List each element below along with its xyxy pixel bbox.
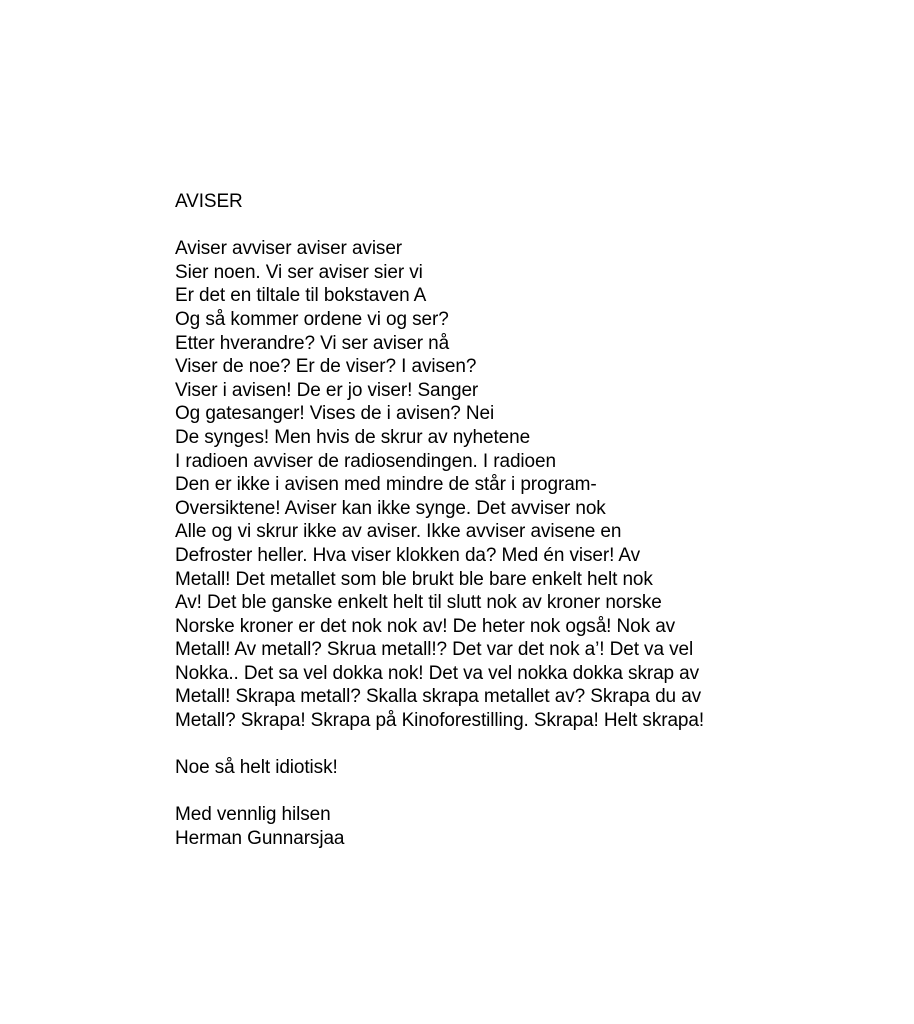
poem-title: AVISER [175, 191, 243, 212]
poem-line: Metall! Skrapa metall? Skalla skrapa metallet av? Skrapa du av [175, 686, 702, 708]
poem-line: Nokka.. Det sa vel dokka nok! Det va vel nokka dokka skrap av [175, 662, 700, 684]
poem-line: Viser i avisen! De er jo viser! Sanger [175, 379, 479, 401]
closing-remark: Noe så helt idiotisk! [175, 757, 338, 779]
poem-line: Metall? Skrapa! Skrapa på Kinoforestilling. Skrapa! Helt skrapa! [175, 710, 705, 732]
poem-line: Og gatesanger! Vises de i avisen? Nei [175, 403, 495, 425]
salutation: Med vennlig hilsen [175, 804, 331, 826]
poem-line: I radioen avviser de radiosendingen. I radioen [175, 450, 556, 472]
poem-text-block [175, 190, 875, 851]
poem-body [175, 237, 875, 732]
spacer [175, 780, 875, 804]
spacer [175, 733, 875, 757]
poem-line: Viser de noe? Er de viser? I avisen? [175, 356, 477, 378]
spacer [175, 214, 875, 238]
poem-line: Av! Det ble ganske enkelt helt til slutt nok av kroner norske [175, 592, 662, 614]
poem-line: Metall! Av metall? Skrua metall!? Det var det nok a’! Det va vel [175, 639, 694, 661]
poem-line: Er det en tiltale til bokstaven A [175, 285, 427, 307]
poem-line: Sier noen. Vi ser aviser sier vi [175, 261, 423, 283]
poem-line: Etter hverandre? Vi ser aviser nå [175, 332, 450, 354]
poem-line: Metall! Det metallet som ble brukt ble bare enkelt helt nok [175, 568, 653, 590]
poem-line: De synges! Men hvis de skrur av nyhetene [175, 426, 531, 448]
poem-line: Alle og vi skrur ikke av aviser. Ikke avviser avisene en [175, 521, 622, 543]
poem-line: Aviser avviser aviser aviser [175, 238, 403, 260]
poem-line: Og så kommer ordene vi og ser? [175, 308, 449, 330]
signature-name: Herman Gunnarsjaa [175, 828, 345, 850]
poem-line: Den er ikke i avisen med mindre de står i program- [175, 474, 597, 496]
poem-line: Defroster heller. Hva viser klokken da? Med én viser! Av [175, 544, 641, 566]
poem-line: Norske kroner er det nok nok av! De heter nok også! Nok av [175, 615, 676, 637]
poem-line: Oversiktene! Aviser kan ikke synge. Det avviser nok [175, 497, 606, 519]
